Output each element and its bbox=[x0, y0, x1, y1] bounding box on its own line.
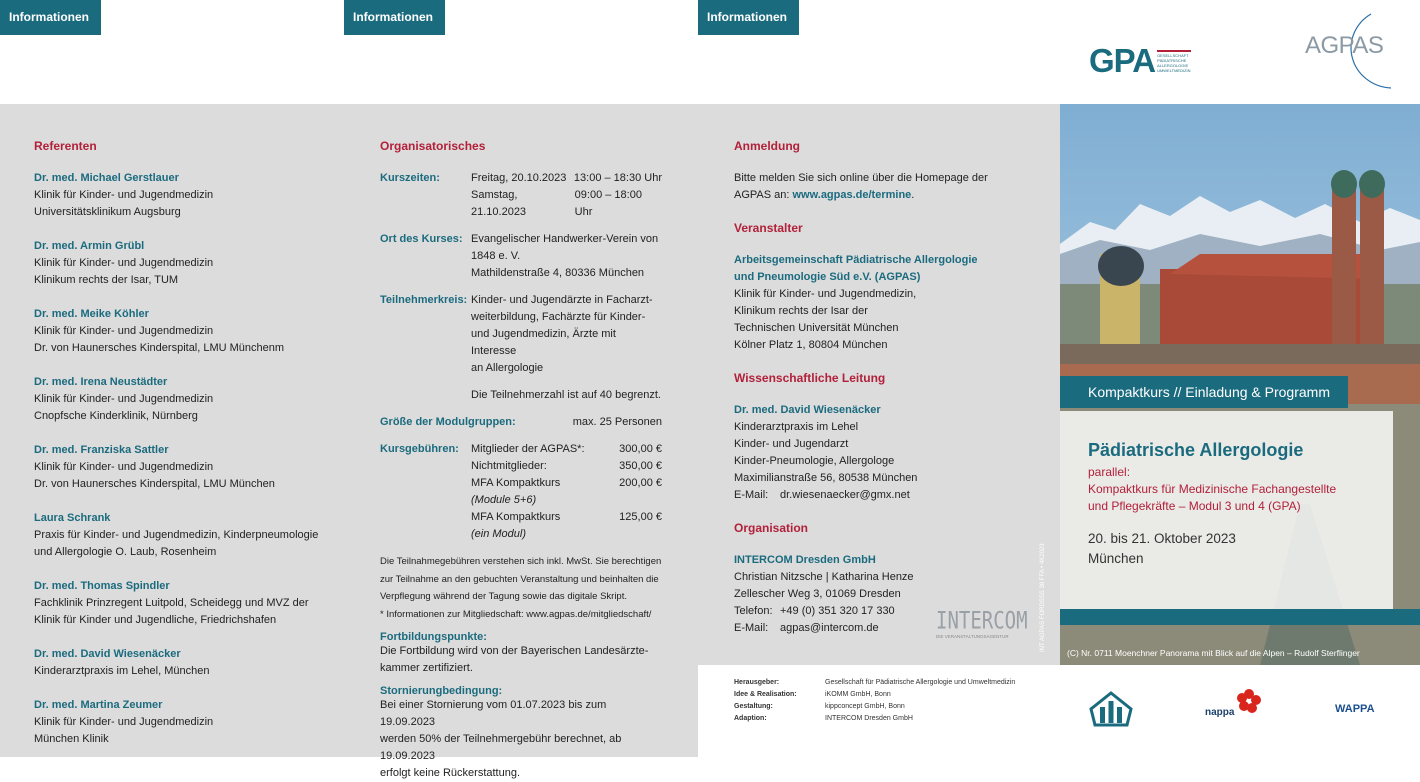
cover-title: Pädiatrische Allergologie bbox=[1088, 440, 1304, 460]
cover-band: Kompaktkurs // Einladung & Programm bbox=[1060, 376, 1348, 408]
storno-line: Bei einer Stornierung vom 01.07.2023 bis zum 19.09.2023 bbox=[380, 699, 607, 728]
anmeldung-prefix: AGPAS an: bbox=[734, 189, 793, 201]
fee-row bbox=[471, 526, 662, 543]
referent-entry bbox=[34, 646, 334, 680]
referent-line: Klinikum rechts der Isar, TUM bbox=[34, 274, 179, 286]
gpa-sub-2: PÄDIATRISCHE bbox=[1157, 57, 1187, 63]
intercom-logo bbox=[936, 607, 1028, 639]
cover-sub1: parallel: bbox=[1088, 465, 1131, 479]
imprint-value: kippconcept GmbH, Bonn bbox=[825, 703, 905, 710]
leitung-email-label: E-Mail: bbox=[734, 489, 769, 501]
referent-line: Dr. von Haunersches Kinderspital, LMU Münchenm bbox=[34, 342, 285, 354]
agpa-emblem-icon bbox=[1089, 691, 1133, 727]
veranstalter-line: Kölner Platz 1, 80804 München bbox=[734, 339, 888, 351]
agpa-emblem-logo bbox=[1089, 691, 1133, 727]
organisation-line: Christian Nitzsche | Katharina Henze bbox=[734, 571, 914, 583]
fortbildung-label: Fortbildungspunkte: bbox=[380, 631, 487, 643]
nappa-flower-icon bbox=[1237, 689, 1261, 713]
leitung-title: Wissenschaftliche Leitung bbox=[734, 371, 886, 385]
referent-entry bbox=[34, 238, 334, 289]
teilnehmer-line: weiterbildung, Fachärzte für Kinder- bbox=[471, 311, 646, 323]
imprint-value: iKOMM GmbH, Bonn bbox=[825, 691, 891, 698]
cover-panel bbox=[1060, 104, 1420, 665]
imprint-row bbox=[734, 689, 1015, 701]
referent-line: Universitätsklinikum Augsburg bbox=[34, 206, 181, 218]
gpa-sub-3: ALLERGOLOGIE bbox=[1157, 62, 1189, 68]
veranstalter-org: und Pneumologie Süd e.V. (AGPAS) bbox=[734, 271, 921, 283]
teilnehmer-note: Die Teilnehmerzahl ist auf 40 begrenzt. bbox=[471, 389, 661, 401]
leitung-line: Maximilianstraße 56, 80538 München bbox=[734, 472, 918, 484]
referent-name: Dr. med. Michael Gerstlauer bbox=[34, 172, 179, 184]
fee-row bbox=[471, 492, 662, 509]
wappa-logo-text: WAPPA bbox=[1335, 703, 1375, 715]
kurszeit-1 bbox=[471, 170, 662, 187]
gebuehren-note-2: zur Teilnahme an den gebuchten Veranstaltung und beinhalten die bbox=[380, 573, 659, 585]
referent-entry bbox=[34, 578, 334, 629]
imprint-key: Idee & Realisation: bbox=[734, 691, 797, 698]
kurszeiten-row bbox=[380, 170, 662, 221]
referent-line: Klinik für Kinder- und Jugendmedizin bbox=[34, 325, 214, 337]
ort-line: Mathildenstraße 4, 80336 München bbox=[471, 267, 645, 279]
leitung-email[interactable]: dr.wiesenaecker@gmx.net bbox=[780, 489, 910, 501]
referenten-list bbox=[34, 170, 334, 748]
teilnehmer-line: und Jugendmedizin, Ärzte mit Interesse bbox=[471, 328, 616, 357]
kurszeit-time: 13:00 – 18:30 Uhr bbox=[573, 172, 662, 184]
organisation-email[interactable]: agpas@intercom.de bbox=[780, 622, 879, 634]
cover-credit: (C) Nr. 0711 Moenchner Panorama mit Blick auf die Alpen – Rudolf Sterflinger bbox=[1067, 648, 1360, 658]
anmeldung-suffix: . bbox=[911, 189, 915, 201]
referent-entry bbox=[34, 374, 334, 425]
orga-title: Organisatorisches bbox=[380, 139, 486, 153]
referent-line: Klinik für Kinder- und Jugendmedizin bbox=[34, 716, 214, 728]
fee-row bbox=[471, 509, 662, 526]
referent-line: Klinik für Kinder- und Jugendmedizin bbox=[34, 189, 214, 201]
gruppen-label: Größe der Modulgruppen: bbox=[380, 416, 516, 428]
referent-line: Klinik für Kinder und Jugendliche, Friedrichshafen bbox=[34, 614, 277, 626]
veranstalter-org: Arbeitsgemeinschaft Pädiatrische Allergologie bbox=[734, 254, 978, 266]
imprint-row bbox=[734, 701, 1015, 713]
fee-row bbox=[471, 441, 662, 458]
gruppen-row bbox=[380, 414, 662, 431]
kurszeiten-label: Kurszeiten: bbox=[380, 172, 440, 184]
teilnehmer-line: an Allergologie bbox=[471, 362, 544, 374]
organisation-title: Organisation bbox=[734, 521, 809, 535]
fee-price: 200,00 € bbox=[619, 477, 662, 489]
fee-row bbox=[471, 458, 662, 475]
referent-name: Dr. med. Franziska Sattler bbox=[34, 444, 169, 456]
kurszeit-day: Samstag, 21.10.2023 bbox=[471, 189, 527, 218]
referent-line: Praxis für Kinder- und Jugendmedizin, Kinderpneumologie bbox=[34, 529, 319, 541]
referent-name: Dr. med. Martina Zeumer bbox=[34, 699, 163, 711]
side-code: INT AGPAS FORDSSS 38 FFA • 4K2023 bbox=[1040, 543, 1046, 652]
gebuehren-note-1: Die Teilnahmegebühren verstehen sich inkl. MwSt. Sie berechtigen bbox=[380, 556, 662, 567]
gpa-sub-1: GESELLSCHAFT bbox=[1157, 52, 1189, 58]
imprint-key: Gestaltung: bbox=[734, 703, 773, 710]
gruppen-value: max. 25 Personen bbox=[572, 416, 662, 428]
referent-entry bbox=[34, 306, 334, 357]
leitung-line: Kinder-Pneumologie, Allergologe bbox=[734, 455, 895, 467]
nappa-logo bbox=[1205, 689, 1275, 729]
ort-values bbox=[471, 231, 662, 282]
referent-entry bbox=[34, 510, 334, 561]
referent-name: Dr. med. Thomas Spindler bbox=[34, 580, 170, 592]
referent-line: Klinik für Kinder- und Jugendmedizin bbox=[34, 393, 214, 405]
agpas-logo-text: AGPAS bbox=[1305, 32, 1384, 59]
cover-sub3: und Pflegekräfte – Modul 3 und 4 (GPA) bbox=[1088, 499, 1301, 513]
referent-name: Dr. med. Armin Grübl bbox=[34, 240, 145, 252]
storno-line: werden 50% der Teilnehmergebühr berechnet, ab 19.09.2023 bbox=[380, 733, 622, 762]
gpa-logo-sub bbox=[1157, 50, 1190, 73]
referent-entry bbox=[34, 170, 334, 221]
referent-name: Dr. med. Meike Köhler bbox=[34, 308, 149, 320]
veranstalter-line: Technischen Universität München bbox=[734, 322, 899, 334]
kurszeiten-values bbox=[471, 170, 662, 221]
referent-line: Kinderarztpraxis im Lehel, München bbox=[34, 665, 210, 677]
ort-label: Ort des Kurses: bbox=[380, 233, 463, 245]
leitung-name: Dr. med. David Wiesenäcker bbox=[734, 404, 881, 416]
teilnehmer-row bbox=[380, 292, 662, 404]
imprint-key: Herausgeber: bbox=[734, 679, 780, 686]
fee-price: 125,00 € bbox=[619, 511, 662, 523]
intercom-logo-sub: DIE VERANSTALTUNGSAGENTUR bbox=[936, 634, 1009, 639]
fortbildung-line: kammer zertifiziert. bbox=[380, 662, 473, 674]
anmeldung-text: Bitte melden Sie sich online über die Homepage der bbox=[734, 172, 988, 184]
ort-row bbox=[380, 231, 662, 282]
fee-price: 300,00 € bbox=[619, 443, 662, 455]
fee-item: MFA Kompaktkurs bbox=[471, 477, 561, 489]
wappa-logo bbox=[1335, 703, 1405, 727]
cover-title-box bbox=[1060, 411, 1393, 609]
tab-informationen-3: Informationen bbox=[698, 0, 799, 35]
anmeldung-title: Anmeldung bbox=[734, 139, 800, 153]
referent-entry bbox=[34, 697, 334, 748]
fee-row bbox=[471, 475, 662, 492]
cover-date: 20. bis 21. Oktober 2023 bbox=[1088, 531, 1236, 546]
leitung-line: Kinder- und Jugendarzt bbox=[734, 438, 849, 450]
referent-name: Laura Schrank bbox=[34, 512, 111, 524]
imprint-row bbox=[734, 677, 1015, 689]
referent-name: Dr. med. David Wiesenäcker bbox=[34, 648, 181, 660]
storno-label: Stornierungbedingung: bbox=[380, 685, 503, 697]
gpa-logo bbox=[1089, 44, 1191, 78]
anmeldung-link[interactable]: www.agpas.de/termine bbox=[792, 189, 912, 201]
organisation-name: INTERCOM Dresden GmbH bbox=[734, 554, 876, 566]
referent-line: Fachklinik Prinzregent Luitpold, Scheidegg und MVZ der bbox=[34, 597, 309, 609]
cover-bottom-band bbox=[1060, 609, 1420, 625]
orga-section bbox=[380, 139, 662, 782]
gpa-logo-text: GPA bbox=[1089, 42, 1156, 79]
referent-line: Dr. von Haunersches Kinderspital, LMU München bbox=[34, 478, 275, 490]
storno-line: erfolgt keine Rückerstattung. bbox=[380, 767, 521, 779]
leitung-email-row bbox=[734, 487, 1034, 504]
gebuehren-label: Kursgebühren: bbox=[380, 443, 459, 455]
tab-informationen-1: Informationen bbox=[0, 0, 101, 35]
imprint-key: Adaption: bbox=[734, 715, 767, 722]
referent-line: Klinik für Kinder- und Jugendmedizin bbox=[34, 461, 214, 473]
fee-item: Nichtmitglieder: bbox=[471, 460, 547, 472]
kurszeit-day: Freitag, 20.10.2023 bbox=[471, 172, 567, 184]
fee-item: (Module 5+6) bbox=[471, 494, 537, 506]
imprint-value: INTERCOM Dresden GmbH bbox=[825, 715, 913, 722]
nappa-logo-text: nappa bbox=[1205, 707, 1235, 718]
imprint-value: Gesellschaft für Pädiatrische Allergologie und Umweltmedizin bbox=[825, 679, 1016, 686]
referent-line: und Allergologie O. Laub, Rosenheim bbox=[34, 546, 217, 558]
gpa-sub-4: UMWELTMEDIZIN bbox=[1157, 67, 1191, 73]
referent-entry bbox=[34, 442, 334, 493]
tab-informationen-2: Informationen bbox=[344, 0, 445, 35]
referent-name: Dr. med. Irena Neustädter bbox=[34, 376, 168, 388]
kurszeit-2 bbox=[471, 187, 662, 221]
anmeldung-text-2 bbox=[734, 187, 1034, 204]
kurszeit-time: 09:00 – 18:00 Uhr bbox=[574, 189, 642, 218]
fee-item: (ein Modul) bbox=[471, 528, 527, 540]
veranstalter-line: Klinikum rechts der Isar der bbox=[734, 305, 868, 317]
intercom-logo-text: INTERCOM bbox=[936, 607, 1028, 635]
referent-line: Klinik für Kinder- und Jugendmedizin bbox=[34, 257, 214, 269]
teilnehmer-line: Kinder- und Jugendärzte in Facharzt- bbox=[471, 294, 653, 306]
fee-item: Mitglieder der AGPAS*: bbox=[471, 443, 585, 455]
gebuehren-note-4: * Informationen zur Mitgliedschaft: www.agpas.de/mitgliedschaft/ bbox=[380, 608, 652, 620]
ort-line: Evangelischer Handwerker-Verein von bbox=[471, 233, 659, 245]
imprint-row bbox=[734, 713, 1015, 725]
cover-sub2: Kompaktkurs für Medizinische Fachangestellte bbox=[1088, 482, 1337, 496]
anmeldung-column bbox=[734, 139, 1034, 637]
ort-line: 1848 e. V. bbox=[471, 250, 521, 262]
teilnehmer-label: Teilnehmerkreis: bbox=[380, 294, 468, 306]
veranstalter-title: Veranstalter bbox=[734, 221, 803, 235]
referent-line: München Klinik bbox=[34, 733, 109, 745]
organisation-line: Zellescher Weg 3, 01069 Dresden bbox=[734, 588, 901, 600]
fee-price: 350,00 € bbox=[619, 460, 662, 472]
fee-item: MFA Kompaktkurs bbox=[471, 511, 561, 523]
cover-city: München bbox=[1088, 551, 1144, 566]
referenten-section bbox=[34, 139, 334, 748]
fortbildung-line: Die Fortbildung wird von der Bayerischen Landesärzte- bbox=[380, 645, 649, 657]
organisation-email-label: E-Mail: bbox=[734, 622, 769, 634]
imprint bbox=[734, 677, 1015, 725]
leitung-line: Kinderarztpraxis im Lehel bbox=[734, 421, 859, 433]
gebuehren-row bbox=[380, 441, 662, 543]
referenten-title: Referenten bbox=[34, 139, 97, 153]
organisation-tel[interactable]: +49 (0) 351 320 17 330 bbox=[780, 605, 895, 617]
agpas-logo bbox=[1305, 12, 1395, 92]
veranstalter-line: Klinik für Kinder- und Jugendmedizin, bbox=[734, 288, 917, 300]
referent-line: Cnopfsche Kinderklinik, Nürnberg bbox=[34, 410, 198, 422]
gebuehren-list bbox=[471, 441, 662, 543]
organisation-tel-label: Telefon: bbox=[734, 605, 773, 617]
gebuehren-note-3: Verpflegung während der Tagung sowie das digitale Skript. bbox=[380, 591, 627, 602]
teilnehmer-values bbox=[471, 292, 662, 404]
